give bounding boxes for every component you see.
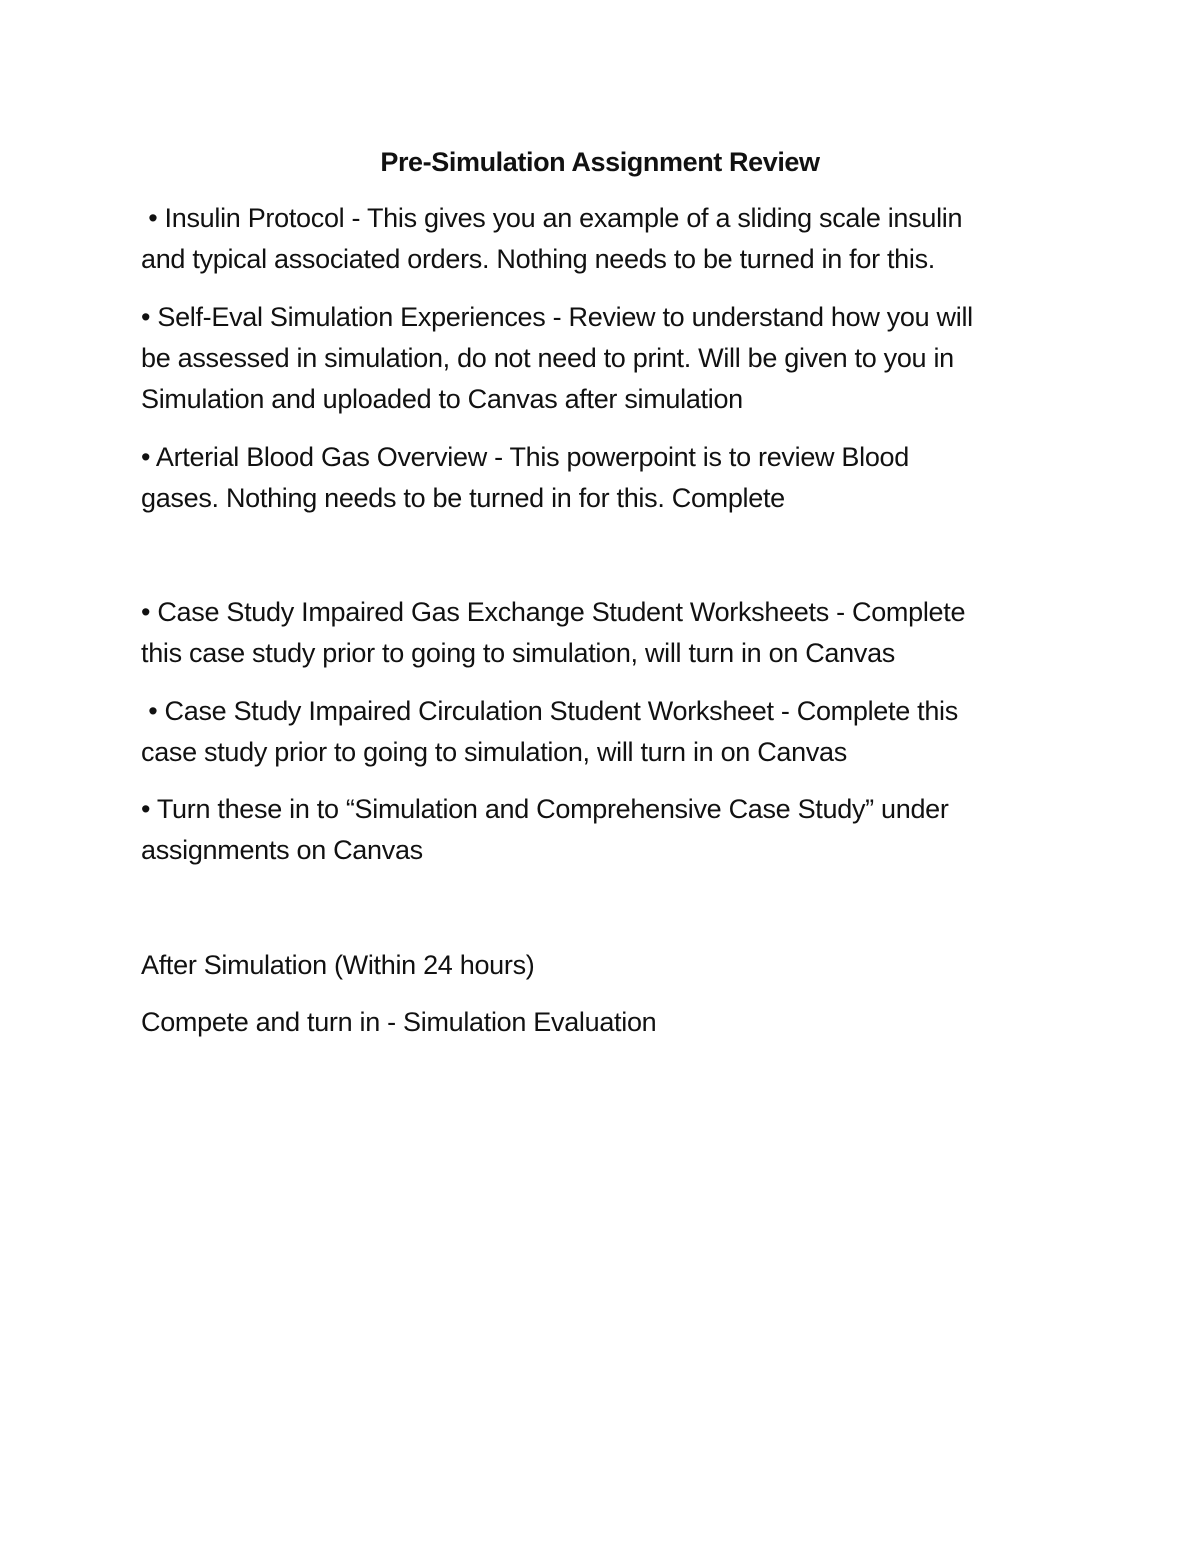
list-item-line: • Insulin Protocol - This gives you an example of a sliding scale insulin	[141, 203, 963, 233]
list-item-line: be assessed in simulation, do not need to print. Will be given to you in	[141, 343, 954, 373]
list-item-line: • Self-Eval Simulation Experiences - Review to understand how you will	[141, 302, 973, 332]
list-item-insulin-protocol	[141, 198, 1071, 280]
list-item-line: this case study prior to going to simulation, will turn in on Canvas	[141, 638, 895, 668]
list-item-line: Simulation and uploaded to Canvas after simulation	[141, 384, 743, 414]
after-simulation-instruction: Compete and turn in - Simulation Evaluation	[141, 1007, 657, 1037]
list-item-line: assignments on Canvas	[141, 835, 423, 865]
list-item-self-eval	[141, 297, 1071, 420]
list-item-line: and typical associated orders. Nothing needs to be turned in for this.	[141, 244, 935, 274]
list-item-turn-in	[141, 789, 1071, 871]
list-item-line: • Arterial Blood Gas Overview - This powerpoint is to review Blood	[141, 442, 909, 472]
list-item-line: • Turn these in to “Simulation and Comprehensive Case Study” under	[141, 794, 949, 824]
list-item-gas-exchange-case-study	[141, 592, 1071, 674]
after-simulation-heading: After Simulation (Within 24 hours)	[141, 950, 535, 980]
list-item-line: gases. Nothing needs to be turned in for this. Complete	[141, 483, 785, 513]
document-title: Pre-Simulation Assignment Review	[380, 147, 820, 177]
list-item-line: • Case Study Impaired Circulation Student Worksheet - Complete this	[141, 696, 958, 726]
list-item-abg-overview	[141, 437, 1071, 519]
list-item-line: • Case Study Impaired Gas Exchange Student Worksheets - Complete	[141, 597, 966, 627]
list-item-circulation-case-study	[141, 691, 1071, 773]
list-item-line: case study prior to going to simulation, will turn in on Canvas	[141, 737, 847, 767]
